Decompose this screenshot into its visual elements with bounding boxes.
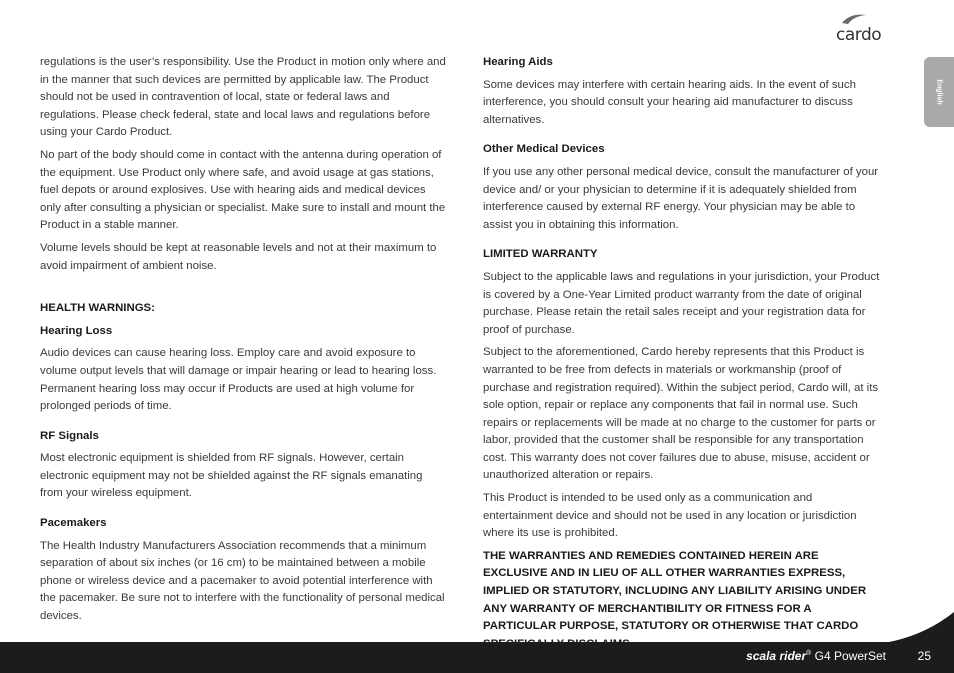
heading-rf-signals: RF Signals: [40, 429, 99, 442]
language-tab: [924, 57, 954, 127]
paragraph-other-medical: If you use any other personal medical device, consult the manufacturer of your device and/ or your physician to determine if it is adequately shielded from interference caused by external RF energy. Your physician may be able to assist you in obtaining this information.: [483, 165, 879, 231]
paragraph-volume: Volume levels should be kept at reasonable levels and not at their maximum to avoid impairment of ambient noise.: [40, 241, 437, 272]
paragraph-antenna: No part of the body should come in contact with the antenna during operation of the equipment. Use Product only where safe, and avoid usage at gas stations, fuel depots or around explosives. Use with hearing aids and medical devices only after consulting a physician or specialist. Make sure to install and mount the Product in a stable manner.: [40, 148, 446, 232]
paragraph-warranty-usage: This Product is intended to be used only as a communication and entertainment device and should not be used in any location or jurisdiction where its use is prohibited.: [483, 492, 857, 540]
language-tab-label: English: [935, 79, 943, 105]
heading-hearing-aids: Hearing Aids: [483, 56, 553, 68]
paragraph-warranty-coverage: Subject to the applicable laws and regulations in your jurisdiction, your Product is covered by a One-Year Limited product warranty from the date of original purchase. Please retain the retail sales receipt and your registration data for proof of purchase.: [483, 270, 880, 336]
cardo-swoosh-icon: [840, 12, 868, 26]
paragraph-regulations: regulations is the user’s responsibility. Use the Product in motion only where and in the manner that such devices are permitted by applicable law. The Product should not be used in contravention of local, state or federal laws and regulations. Please check federal, state and local laws and regulations before using your Cardo Product.: [40, 56, 446, 139]
footer-model: G4 PowerSet: [811, 649, 886, 663]
footer-bar: [0, 642, 954, 673]
paragraph-warranty-disclaimer: THE WARRANTIES AND REMEDIES CONTAINED HEREIN ARE EXCLUSIVE AND IN LIEU OF ALL OTHER WARRANTIES EXPRESS, IMPLIED OR STATUTORY, INCLUDING ANY LIABILITY ARISING UNDER ANY WARRANTY OF MERCHANTIBILITY OR FITNESS FOR A PARTICULAR PURPOSE, STATUTORY OR OTHERWISE THAT CARDO: [483, 549, 867, 633]
heading-limited-warranty: LIMITED WARRANTY: [483, 248, 598, 261]
footer-brand-bold: scala rider: [746, 649, 807, 663]
paragraph-warranty-terms: Subject to the aforementioned, Cardo hereby represents that this Product is warranted to be free from defects in materials or workmanship (proof of purchase and registration required). Within the subject period, Cardo will, at its sole option, repair or replace any components that fail in normal use. Such repairs or replacements will be made at no charge to the customer for parts or labor, provided that the customer shall be responsible for any transportation cost. This warranty does not cover failures due to abuse, misuse, accident or unauthorized alteration or repairs.: [483, 346, 879, 482]
footer-swoosh-shape: [884, 612, 954, 643]
footer-registered-mark: ®: [806, 650, 812, 657]
paragraph-pacemakers: The Health Industry Manufacturers Association recommends that a minimum separation of about six inches (or 16 cm) to be maintained between a mobile phone or wireless device and a pacemaker to avoid potential interference with the pacemaker. Be sure not to interfere with the functionality of personal medical devices.: [40, 539, 445, 623]
heading-hearing-loss: Hearing Loss: [40, 324, 113, 337]
cardo-logo: [836, 12, 884, 44]
heading-other-medical: Other Medical Devices: [483, 143, 605, 156]
page-number: 25: [917, 649, 931, 663]
paragraph-rf-signals: Most electronic equipment is shielded from RF signals. However, certain electronic equipment may not be shielded against the RF signals emanating from your wireless equipment.: [40, 452, 423, 500]
paragraph-hearing-aids: Some devices may interfere with certain hearing aids. In the event of such interference, you should consult your hearing aid manufacturer to discuss alternatives.: [483, 78, 856, 126]
left-column: [40, 54, 448, 631]
heading-health-warnings: HEALTH WARNINGS:: [40, 302, 155, 315]
paragraph-hearing-loss: Audio devices can cause hearing loss. Employ care and avoid exposure to volume output levels that will damage or impair hearing or lead to hearing loss. Permanent hearing loss may occur if Products are used at high volume for prolonged periods of time.: [40, 347, 437, 413]
heading-pacemakers: Pacemakers: [40, 517, 107, 530]
footer-product-name: [746, 649, 886, 663]
logo-text: cardo: [836, 25, 882, 45]
right-column: [483, 54, 883, 658]
